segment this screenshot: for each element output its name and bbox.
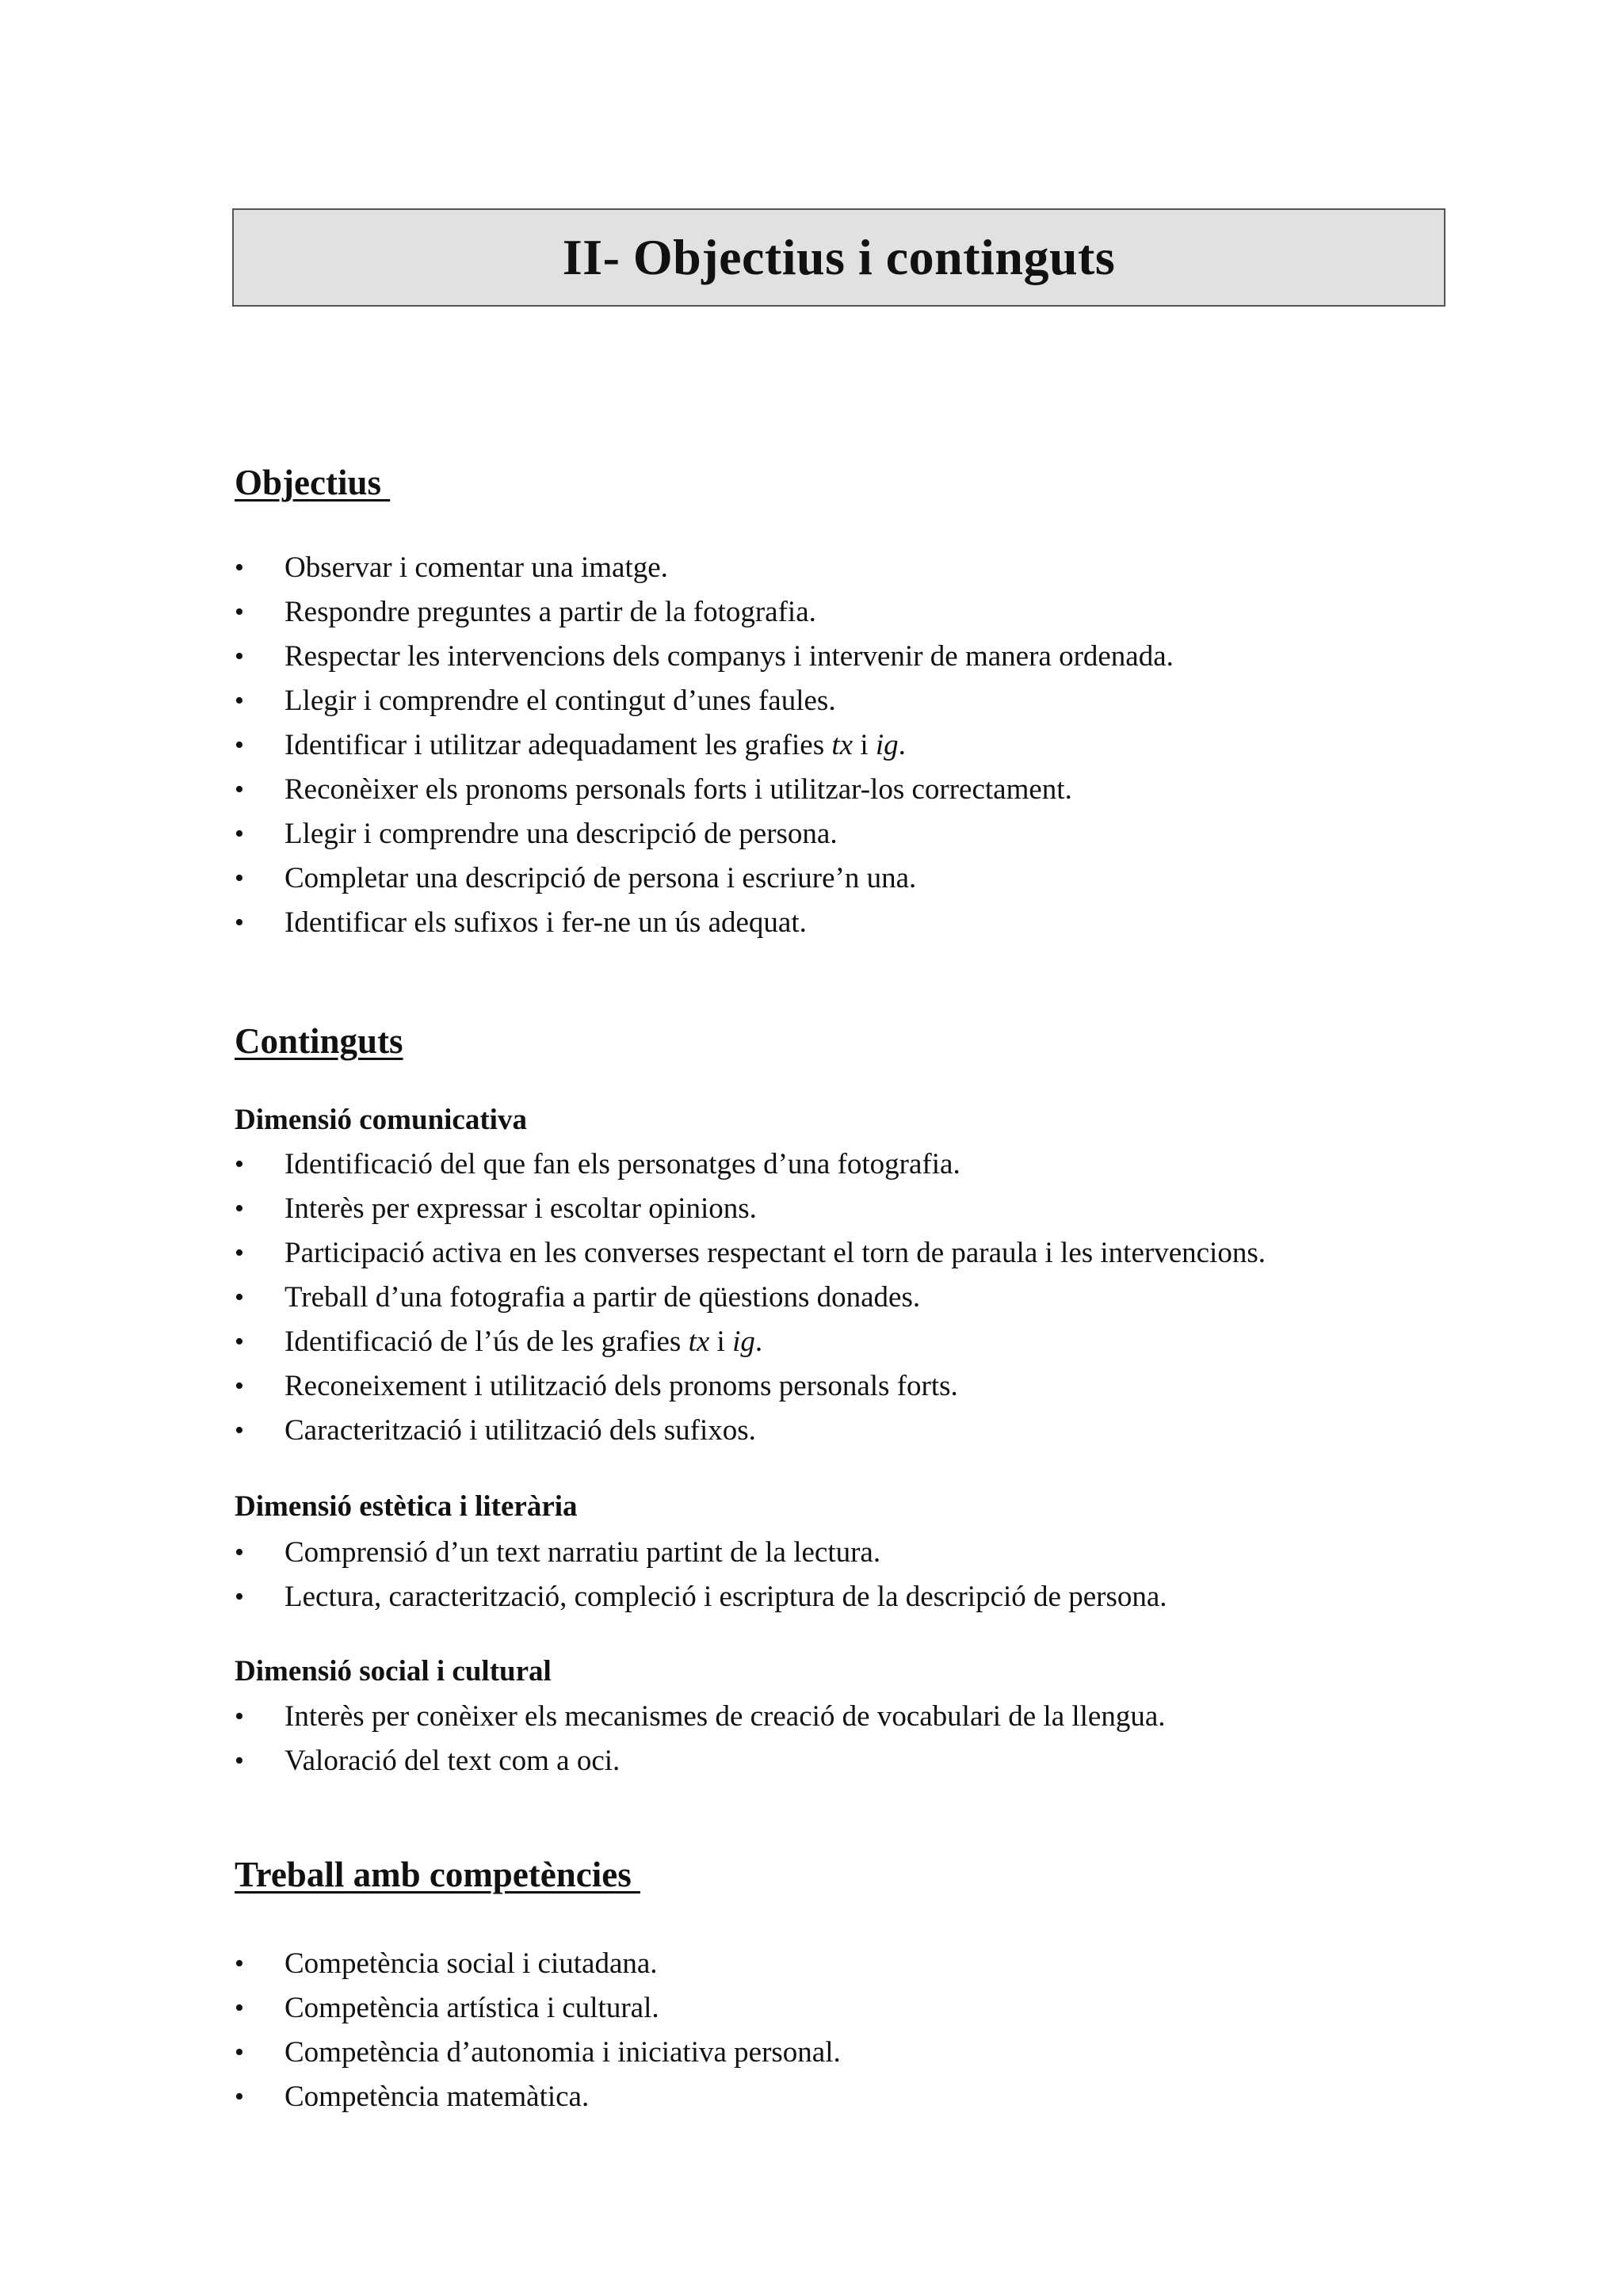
list-item-text: Identificar els sufixos i fer-ne un ús adequat. (285, 906, 807, 939)
continguts-heading: Continguts (235, 1021, 403, 1061)
dimensio-comunicativa-list (235, 1142, 1266, 1453)
list-item (235, 1942, 841, 1986)
bullet-icon: • (235, 1194, 244, 1223)
bullet-icon: • (235, 597, 244, 627)
list-item (235, 1409, 1266, 1453)
list-item-text: Participació activa en les converses respectant el torn de paraula i les intervencions. (285, 1237, 1266, 1269)
page-title: II- Objectius i continguts (562, 229, 1116, 285)
bullet-icon: • (235, 864, 244, 893)
list-item (235, 1575, 1167, 1619)
page-title-box (232, 208, 1445, 307)
list-item-text: . (898, 729, 906, 761)
list-item (235, 635, 1174, 679)
bullet-icon: • (235, 1327, 244, 1356)
list-item-text: Identificar i utilitzar adequadament les grafies (285, 729, 832, 761)
list-item (235, 1231, 1266, 1276)
bullet-icon: • (235, 1582, 244, 1611)
list-item (235, 812, 1174, 856)
list-item (235, 901, 1174, 945)
list-item (235, 768, 1174, 812)
list-item-text: Competència artística i cultural. (285, 1992, 659, 2024)
objectius-list (235, 546, 1174, 945)
bullet-icon: • (235, 1746, 244, 1775)
list-item (235, 1320, 1266, 1364)
list-item-text: Reconèixer els pronoms personals forts i utilitzar-los correctament. (285, 773, 1072, 806)
list-item (235, 679, 1174, 723)
bullet-icon: • (235, 908, 244, 937)
dimensio-estetica-heading: Dimensió estètica i literària (235, 1490, 578, 1523)
bullet-icon: • (235, 1538, 244, 1567)
list-item (235, 1187, 1266, 1231)
list-item (235, 1739, 1166, 1783)
list-item-text: Interès per conèixer els mecanismes de creació de vocabulari de la llengua. (285, 1700, 1166, 1733)
list-item (235, 1364, 1266, 1409)
list-item-emphasis: tx (688, 1325, 710, 1358)
list-item (235, 723, 1174, 768)
list-item-text: Lectura, caracterització, compleció i escriptura de la descripció de persona. (285, 1581, 1167, 1613)
list-item-text: Completar una descripció de persona i escriure’n una. (285, 862, 917, 894)
list-item-emphasis: ig (732, 1325, 755, 1358)
list-item-text: Interès per expressar i escoltar opinions. (285, 1192, 757, 1225)
bullet-icon: • (235, 1416, 244, 1445)
bullet-icon: • (235, 1238, 244, 1268)
competencies-list (235, 1942, 841, 2119)
list-item-text: Identificació del que fan els personatges d’una fotografia. (285, 1148, 960, 1180)
bullet-icon: • (235, 642, 244, 671)
bullet-icon: • (235, 775, 244, 804)
list-item-emphasis: ig (875, 729, 899, 761)
dimensio-comunicativa-heading: Dimensió comunicativa (235, 1104, 527, 1136)
list-item-text: . (754, 1325, 763, 1358)
list-item (235, 590, 1174, 635)
bullet-icon: • (235, 819, 244, 849)
list-item (235, 1276, 1266, 1320)
list-item-emphasis: tx (831, 729, 854, 761)
list-item (235, 546, 1174, 590)
list-item-text: Respectar les intervencions dels companys i intervenir de manera ordenada. (285, 640, 1174, 673)
list-item-text: Comprensió d’un text narratiu partint de la lectura. (285, 1536, 881, 1569)
objectius-heading: Objectius (235, 463, 391, 502)
bullet-icon: • (235, 1283, 244, 1312)
bullet-icon: • (235, 1150, 244, 1179)
bullet-icon: • (235, 1993, 244, 2023)
list-item (235, 2075, 841, 2119)
dimensio-social-heading: Dimensió social i cultural (235, 1655, 552, 1688)
bullet-icon: • (235, 1949, 244, 1978)
list-item-text: Caracterització i utilització dels sufixos. (285, 1414, 756, 1447)
competencies-heading: Treball amb competències (235, 1855, 641, 1894)
list-item-text: Competència matemàtica. (285, 2081, 590, 2113)
bullet-icon: • (235, 730, 244, 760)
list-item (235, 1695, 1166, 1739)
list-item (235, 856, 1174, 901)
list-item-text: Valoració del text com a oci. (285, 1745, 621, 1777)
bullet-icon: • (235, 2082, 244, 2111)
bullet-icon: • (235, 553, 244, 582)
list-item-text: Llegir i comprendre el contingut d’unes faules. (285, 685, 836, 717)
list-item-text: Llegir i comprendre una descripció de persona. (285, 818, 838, 850)
list-item-text: Competència d’autonomia i iniciativa personal. (285, 2036, 841, 2069)
dimensio-social-list (235, 1695, 1166, 1783)
list-item-text: i (853, 729, 876, 761)
list-item (235, 1986, 841, 2031)
list-item (235, 2031, 841, 2075)
list-item (235, 1531, 1167, 1575)
bullet-icon: • (235, 1371, 244, 1401)
bullet-icon: • (235, 2038, 244, 2067)
list-item-text: Observar i comentar una imatge. (285, 551, 668, 584)
list-item-text: Competència social i ciutadana. (285, 1947, 658, 1980)
list-item-text: Identificació de l’ús de les grafies (285, 1325, 689, 1358)
bullet-icon: • (235, 686, 244, 715)
list-item-text: Respondre preguntes a partir de la fotografia. (285, 596, 816, 628)
list-item-text: Treball d’una fotografia a partir de qüestions donades. (285, 1281, 921, 1314)
list-item-text: i (709, 1325, 733, 1358)
dimensio-estetica-list (235, 1531, 1167, 1619)
list-item (235, 1142, 1266, 1187)
list-item-text: Reconeixement i utilització dels pronoms personals forts. (285, 1370, 958, 1402)
bullet-icon: • (235, 1702, 244, 1731)
